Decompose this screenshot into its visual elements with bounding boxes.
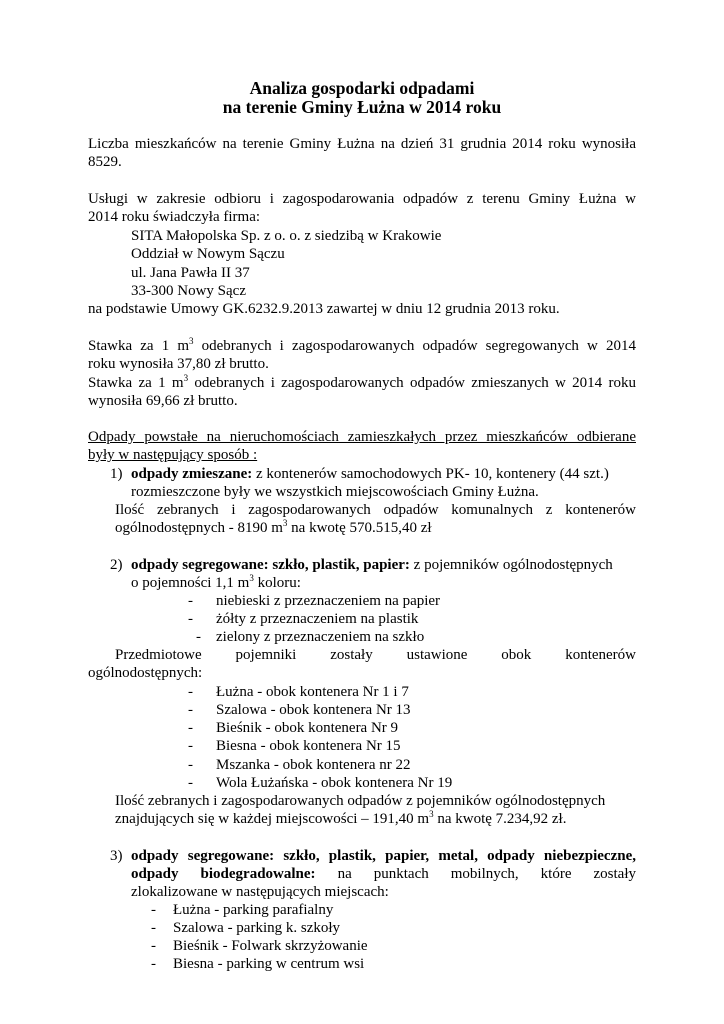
location-item: Mszanka - obok kontenera nr 22 xyxy=(216,757,411,773)
mobile-point-dash: - xyxy=(151,902,156,918)
rate-mixed-line2: wynosiła 69,66 zł brutto. xyxy=(88,393,238,409)
location-item: Bieśnik - obok kontenera Nr 9 xyxy=(216,720,399,736)
rate-mixed-line1: Stawka za 1 $m^3$ odebranych i zagospodarowanych odpadów zmieszanych w 2014 roku xyxy=(88,373,636,391)
collection-intro-line2: były w następujący sposób : xyxy=(88,447,258,463)
mobile-point-item: Szalowa - parking k. szkoły xyxy=(173,920,341,936)
item3-line3: zlokalizowane w następujących miejscach: xyxy=(131,884,389,900)
location-dash: - xyxy=(188,738,193,754)
location-item: Biesna - obok kontenera Nr 15 xyxy=(216,738,401,754)
color-list-dash: - xyxy=(188,593,193,609)
mobile-point-item: Łużna - parking parafialny xyxy=(173,902,334,918)
color-list-dash: - xyxy=(196,629,201,645)
services-line2: 2014 roku świadczyła firma: xyxy=(88,209,261,225)
document-title-line2: na terenie Gminy Łużna w 2014 roku xyxy=(222,97,502,117)
item2-line2: o pojemności 1,1 $m^3$ koloru: xyxy=(131,573,301,591)
location-dash: - xyxy=(188,702,193,718)
location-dash: - xyxy=(188,720,193,736)
item1-quantity-line2: ogólnodostępnych - 8190 $m^3$ na kwotę 570.515,40 zł xyxy=(115,518,432,536)
color-item-green: zielony z przeznaczeniem na szkło xyxy=(216,629,425,645)
item2-quantity-line2: znajdujących się w każdej miejscowości – 191,40 $m^3$ na kwotę 7.234,92 zł. xyxy=(115,809,567,827)
item1-number: 1) xyxy=(110,466,123,482)
item1-line1: odpady zmieszane: z kontenerów samochodowych PK- 10, kontenery (44 szt.) xyxy=(131,466,609,482)
item3-line2: odpady biodegradowalne: na punktach mobilnych, które zostały xyxy=(131,866,636,882)
location-dash: - xyxy=(188,775,193,791)
rate-segregated-line2: roku wynosiła 37,80 zł brutto. xyxy=(88,356,269,372)
mobile-point-dash: - xyxy=(151,938,156,954)
mobile-point-dash: - xyxy=(151,920,156,936)
company-street: ul. Jana Pawła II 37 xyxy=(131,265,250,281)
document-title-line1: Analiza gospodarki odpadami xyxy=(249,78,475,98)
item2-number: 2) xyxy=(110,557,123,573)
company-name: SITA Małopolska Sp. z o. o. z siedzibą w Krakowie xyxy=(131,228,442,244)
services-line1: Usługi w zakresie odbioru i zagospodarowania odpadów z terenu Gminy Łużna w xyxy=(88,191,636,207)
color-item-yellow: żółty z przeznaczeniem na plastik xyxy=(216,611,419,627)
item1-line2: rozmieszczone były we wszystkich miejscowościach Gminy Łużna. xyxy=(131,484,539,500)
mobile-point-dash: - xyxy=(151,956,156,972)
item2-placed-line2: ogólnodostępnych: xyxy=(88,665,203,681)
company-city: 33-300 Nowy Sącz xyxy=(131,283,246,299)
color-list-dash: - xyxy=(188,611,193,627)
color-item-blue: niebieski z przeznaczeniem na papier xyxy=(216,593,441,609)
item1-quantity-line1: Ilość zebranych i zagospodarowanych odpadów komunalnych z kontenerów xyxy=(115,502,636,518)
item2-placed-line1: Przedmiotowe pojemniki zostały ustawione obok kontenerów xyxy=(115,647,636,663)
location-dash: - xyxy=(188,757,193,773)
location-item: Łużna - obok kontenera Nr 1 i 7 xyxy=(216,684,409,700)
contract-info: na podstawie Umowy GK.6232.9.2013 zawartej w dniu 12 grudnia 2013 roku. xyxy=(88,301,560,317)
location-item: Wola Łużańska - obok kontenera Nr 19 xyxy=(216,775,453,791)
company-branch: Oddział w Nowym Sączu xyxy=(131,246,285,262)
location-dash: - xyxy=(188,684,193,700)
item3-number: 3) xyxy=(110,848,123,864)
collection-intro-line1: Odpady powstałe na nieruchomościach zamieszkałych przez mieszkańców odbierane xyxy=(88,429,636,445)
mobile-point-item: Biesna - parking w centrum wsi xyxy=(173,956,365,972)
location-item: Szalowa - obok kontenera Nr 13 xyxy=(216,702,411,718)
mobile-point-item: Bieśnik - Folwark skrzyżowanie xyxy=(173,938,368,954)
item2-quantity-line1: Ilość zebranych i zagospodarowanych odpadów z pojemników ogólnodostępnych xyxy=(115,793,606,809)
item3-line1: odpady segregowane: szkło, plastik, papier, metal, odpady niebezpieczne, xyxy=(131,848,636,864)
item2-line1: odpady segregowane: szkło, plastik, papier: z pojemników ogólnodostępnych xyxy=(131,557,613,573)
population-paragraph: Liczba mieszkańców na terenie Gminy Łużna na dzień 31 grudnia 2014 roku wynosiła 8529. xyxy=(88,136,636,170)
rate-segregated-line1: Stawka za 1 $m^3$ odebranych i zagospodarowanych odpadów segregowanych w 2014 xyxy=(88,336,636,354)
